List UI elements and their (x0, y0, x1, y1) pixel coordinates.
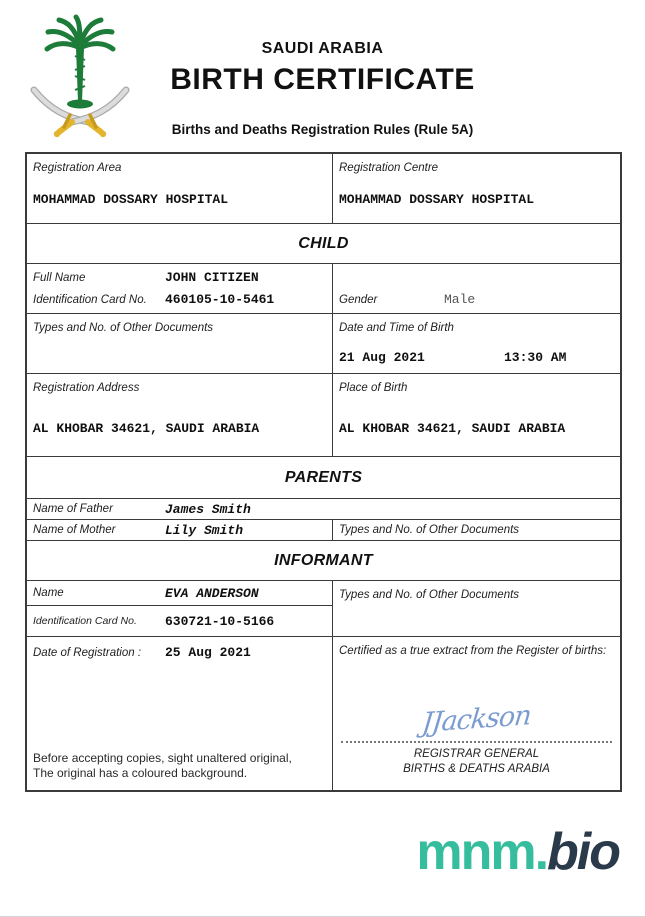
child-id-value: 460105-10-5461 (165, 292, 275, 307)
copy-notice (33, 751, 326, 782)
registration-address-value: AL KHOBAR 34621, SAUDI ARABIA (33, 421, 260, 436)
child-identity-row (27, 264, 620, 314)
child-other-docs-cell (27, 314, 333, 373)
informant-row (27, 581, 620, 637)
signature-dotted-line (341, 741, 612, 743)
registrar-title-line1: REGISTRAR GENERAL (413, 747, 540, 760)
informant-name-label: Name (33, 587, 64, 599)
registration-area-label: Registration Area (33, 162, 122, 174)
informant-other-docs-cell (333, 581, 620, 636)
birth-datetime-label: Date and Time of Birth (339, 322, 454, 334)
birth-datetime-cell (333, 314, 620, 373)
registration-centre-value: MOHAMMAD DOSSARY HOSPITAL (339, 192, 535, 207)
registration-area-value: MOHAMMAD DOSSARY HOSPITAL (33, 192, 229, 207)
full-name-label: Full Name (33, 272, 86, 284)
copy-notice-line2: The original has a coloured background. (33, 766, 248, 781)
registration-address-cell (27, 374, 333, 456)
certified-extract-label: Certified as a true extract from the Register of births: (339, 645, 607, 657)
informant-section-title: INFORMANT (274, 551, 373, 569)
child-section-title: CHILD (298, 234, 349, 252)
informant-section-header (27, 541, 620, 581)
parents-other-docs-label: Types and No. of Other Documents (339, 524, 520, 536)
full-name-value: JOHN CITIZEN (165, 270, 259, 285)
place-of-birth-value: AL KHOBAR 34621, SAUDI ARABIA (339, 421, 566, 436)
logo-text-secondary: bio (547, 823, 619, 881)
father-value: James Smith (165, 501, 251, 517)
registrar-signature: JJackson (420, 700, 533, 739)
mother-row (27, 520, 620, 541)
father-row (27, 499, 620, 520)
informant-name-value: EVA ANDERSON (165, 585, 259, 601)
logo-text-primary: mnm. (416, 823, 548, 881)
document-title: BIRTH CERTIFICATE (170, 63, 475, 96)
child-name-id-cell (27, 264, 333, 313)
informant-other-docs-label: Types and No. of Other Documents (339, 589, 520, 601)
country-title: SAUDI ARABIA (261, 40, 384, 57)
child-id-label: Identification Card No. (33, 294, 147, 306)
birth-date-value: 21 Aug 2021 (339, 350, 425, 365)
informant-id-value: 630721-10-5166 (165, 613, 275, 629)
gender-label: Gender (339, 294, 378, 306)
gender-value: Male (444, 292, 476, 307)
father-cell (27, 499, 257, 519)
registrar-title (339, 747, 614, 782)
registration-row (27, 154, 620, 224)
date-of-registration-label: Date of Registration : (33, 647, 142, 659)
informant-id-label: Identification Card No. (33, 615, 137, 627)
mnm-bio-logo (416, 822, 619, 882)
place-of-birth-cell (333, 374, 620, 456)
address-row (27, 374, 620, 457)
mother-value: Lily Smith (165, 522, 244, 538)
place-of-birth-label: Place of Birth (339, 382, 408, 394)
child-docs-birth-row (27, 314, 620, 374)
father-label: Name of Father (33, 503, 113, 515)
child-other-docs-label: Types and No. of Other Documents (33, 322, 214, 334)
parents-other-docs-cell (333, 520, 620, 540)
child-section-header (27, 224, 620, 264)
registrar-title-line2: BIRTHS & DEATHS ARABIA (403, 763, 550, 776)
mother-label: Name of Mother (33, 524, 116, 536)
registration-centre-label: Registration Centre (339, 162, 439, 174)
informant-name-id-cell (27, 581, 333, 636)
certification-cell (333, 637, 620, 790)
registration-address-label: Registration Address (33, 382, 140, 394)
birth-time-value: 13:30 AM (504, 350, 567, 365)
date-of-registration-cell (27, 637, 333, 790)
rules-subtitle: Births and Deaths Registration Rules (Rule 5A) (171, 122, 474, 137)
copy-notice-line1: Before accepting copies, sight unaltered original, (33, 750, 292, 765)
certification-row (27, 637, 620, 790)
certificate-table (25, 152, 622, 792)
parents-section-header (27, 457, 620, 499)
gender-cell (333, 264, 620, 313)
parents-section-title: PARENTS (284, 468, 363, 486)
date-of-registration-value: 25 Aug 2021 (165, 645, 251, 660)
registration-centre-cell (333, 154, 620, 223)
registration-area-cell (27, 154, 333, 223)
mother-cell (27, 520, 333, 540)
